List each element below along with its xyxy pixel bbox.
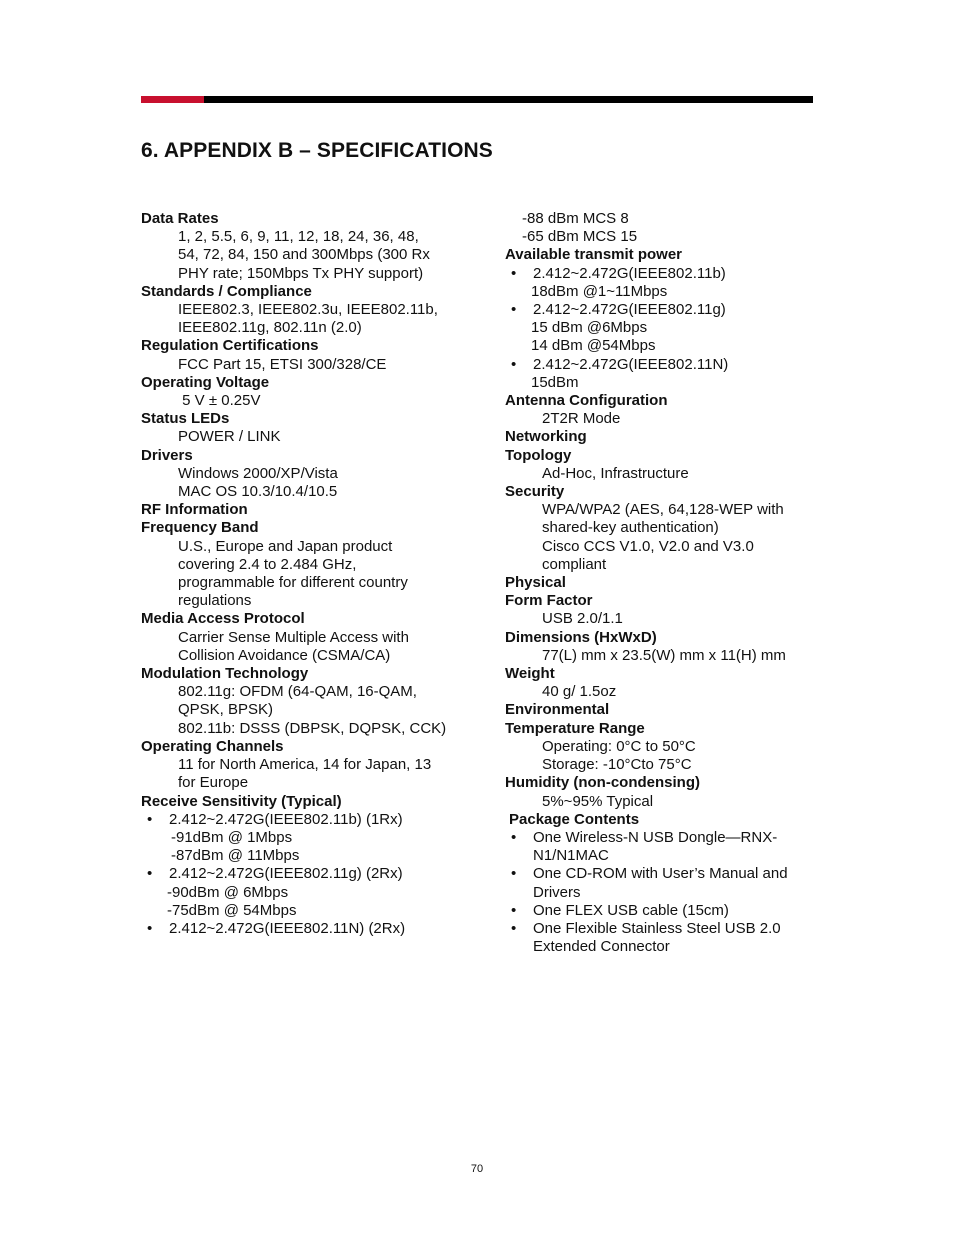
page-title: 6. APPENDIX B – SPECIFICATIONS	[141, 139, 493, 162]
text-line: 54, 72, 84, 150 and 300Mbps (300 Rx	[178, 246, 430, 264]
list-item-text: • One Wireless-N USB Dongle—RNX-	[533, 828, 778, 846]
package-list	[505, 829, 835, 956]
heading-media-access: Media Access Protocol	[141, 610, 305, 628]
heading-frequency-band: Frequency Band	[141, 519, 259, 537]
text-line: -88 dBm MCS 8	[522, 210, 629, 227]
text-line: -90dBm @ 6Mbps	[167, 883, 289, 901]
heading-form-factor: Form Factor	[505, 592, 593, 610]
list-item-text: • One FLEX USB cable (15cm)	[533, 901, 729, 919]
text-line: 2T2R Mode	[542, 410, 621, 428]
text-line: WPA/WPA2 (AES, 64,128-WEP with	[542, 501, 784, 519]
heading-topology: Topology	[505, 446, 572, 464]
heading-data-rates: Data Rates	[141, 210, 219, 227]
list-item-text: N1/N1MAC	[533, 847, 609, 865]
heading-weight: Weight	[505, 665, 555, 683]
text-line: 15dBm	[531, 373, 579, 391]
list-item	[505, 920, 835, 956]
text-line: 14 dBm @54Mbps	[531, 337, 656, 355]
heading-security: Security	[505, 483, 565, 501]
heading-environmental: Environmental	[505, 701, 610, 719]
text-line: 802.11b: DSSS (DBPSK, DQPSK, CCK)	[178, 719, 447, 737]
text-line: POWER / LINK	[178, 428, 281, 446]
list-item	[505, 865, 835, 901]
header-rule-accent	[141, 96, 204, 103]
list-item-text: • 2.412~2.472G(IEEE802.11g)	[533, 301, 726, 319]
text-line: QPSK, BPSK)	[178, 701, 274, 719]
text-line: Carrier Sense Multiple Access with	[178, 628, 409, 646]
list-item-text: • One Flexible Stainless Steel USB 2.0	[533, 919, 781, 937]
text-line: Windows 2000/XP/Vista	[178, 464, 338, 482]
heading-temperature: Temperature Range	[505, 719, 645, 737]
heading-regulation: Regulation Certifications	[141, 337, 319, 355]
list-item-text: • 2.412~2.472G(IEEE802.11g) (2Rx)	[169, 865, 403, 883]
right-column	[505, 210, 835, 956]
list-item	[505, 902, 835, 920]
text-line: Cisco CCS V1.0, V2.0 and V3.0	[542, 537, 754, 555]
header-rule	[141, 96, 813, 103]
text-line: programmable for different country	[178, 574, 408, 592]
text-line: 77(L) mm x 23.5(W) mm x 11(H) mm	[542, 646, 786, 664]
list-item	[141, 811, 481, 829]
heading-drivers: Drivers	[141, 446, 193, 464]
list-item	[505, 265, 835, 283]
heading-operating-channels: Operating Channels	[141, 737, 284, 755]
left-column	[141, 210, 481, 938]
transmit-power-list	[505, 265, 835, 392]
list-item-text: Drivers	[533, 883, 581, 901]
text-line: 5 V ± 0.25V	[178, 392, 261, 410]
text-line: -87dBm @ 11Mbps	[171, 847, 300, 865]
list-item	[505, 301, 835, 319]
text-line: regulations	[178, 592, 252, 610]
heading-package-contents: Package Contents	[509, 810, 640, 828]
text-line: IEEE802.11g, 802.11n (2.0)	[178, 319, 362, 337]
list-item	[141, 920, 481, 938]
text-line: Collision Avoidance (CSMA/CA)	[178, 646, 391, 664]
text-line: for Europe	[178, 774, 249, 792]
heading-status-leds: Status LEDs	[141, 410, 230, 428]
list-item-text: • 2.412~2.472G(IEEE802.11N)	[533, 355, 729, 373]
heading-dimensions: Dimensions (HxWxD)	[505, 628, 657, 646]
list-item-text: • 2.412~2.472G(IEEE802.11N) (2Rx)	[169, 919, 406, 937]
sensitivity-list	[141, 811, 481, 938]
text-line: IEEE802.3, IEEE802.3u, IEEE802.11b,	[178, 301, 438, 319]
list-item	[505, 356, 835, 374]
text-line: compliant	[542, 555, 607, 573]
text-line: 40 g/ 1.5oz	[542, 683, 617, 701]
text-line: FCC Part 15, ETSI 300/328/CE	[178, 355, 387, 373]
heading-networking: Networking	[505, 428, 587, 446]
heading-voltage: Operating Voltage	[141, 373, 270, 391]
text-line: U.S., Europe and Japan product	[178, 537, 393, 555]
text-line: -75dBm @ 54Mbps	[167, 901, 297, 919]
text-line: USB 2.0/1.1	[542, 610, 623, 628]
heading-rf-information: RF Information	[141, 501, 248, 519]
text-line: 802.11g: OFDM (64-QAM, 16-QAM,	[178, 683, 417, 701]
list-item	[141, 865, 481, 883]
text-line: 11 for North America, 14 for Japan, 13	[178, 756, 432, 774]
text-line: Storage: -10°Cto 75°C	[542, 756, 692, 774]
text-line: -65 dBm MCS 15	[522, 228, 638, 246]
list-item-text: • 2.412~2.472G(IEEE802.11b) (1Rx)	[169, 810, 403, 828]
heading-modulation: Modulation Technology	[141, 665, 309, 683]
text-line: Ad-Hoc, Infrastructure	[542, 464, 689, 482]
list-item-text: Extended Connector	[533, 938, 670, 956]
text-line: MAC OS 10.3/10.4/10.5	[178, 483, 338, 501]
heading-standards: Standards / Compliance	[141, 282, 312, 300]
text-line: Operating: 0°C to 50°C	[542, 737, 696, 755]
text-line: PHY rate; 150Mbps Tx PHY support)	[178, 264, 424, 282]
heading-antenna: Antenna Configuration	[505, 392, 668, 410]
heading-humidity: Humidity (non-condensing)	[505, 774, 700, 792]
list-item-text: • 2.412~2.472G(IEEE802.11b)	[533, 264, 726, 282]
list-item	[505, 829, 835, 865]
text-line: 18dBm @1~11Mbps	[531, 282, 668, 300]
page-number: 70	[470, 1163, 484, 1175]
heading-receive-sensitivity: Receive Sensitivity (Typical)	[141, 792, 342, 810]
text-line: 1, 2, 5.5, 6, 9, 11, 12, 18, 24, 36, 48,	[178, 228, 419, 246]
text-line: 15 dBm @6Mbps	[531, 319, 648, 337]
text-line: -91dBm @ 1Mbps	[171, 828, 293, 846]
heading-transmit-power: Available transmit power	[505, 246, 682, 264]
heading-physical: Physical	[505, 574, 566, 592]
text-line: covering 2.4 to 2.484 GHz,	[178, 555, 357, 573]
text-line: shared-key authentication)	[542, 519, 719, 537]
text-line: 5%~95% Typical	[542, 792, 654, 810]
list-item-text: • One CD-ROM with User’s Manual and	[533, 865, 788, 883]
